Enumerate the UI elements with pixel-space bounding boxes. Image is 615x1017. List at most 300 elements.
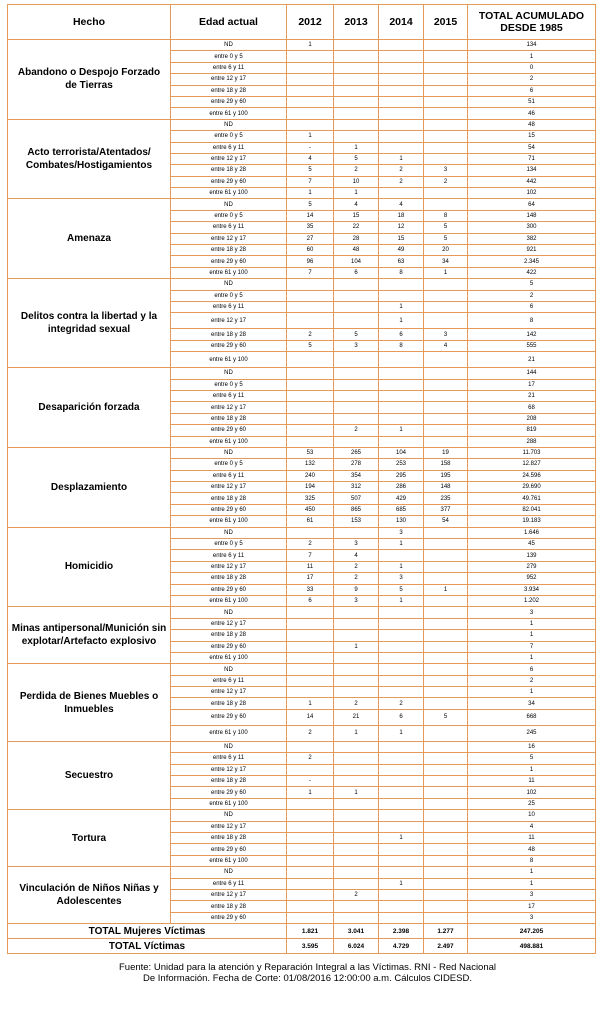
value-2014 bbox=[379, 687, 424, 698]
value-2015 bbox=[424, 810, 468, 821]
value-total: 6 bbox=[468, 85, 596, 96]
age-range: ND bbox=[171, 199, 287, 210]
value-2015 bbox=[424, 74, 468, 85]
total-label: TOTAL Víctimas bbox=[8, 939, 287, 954]
value-total: 82.041 bbox=[468, 504, 596, 515]
value-2013 bbox=[334, 390, 379, 401]
value-2015 bbox=[424, 313, 468, 329]
value-2013 bbox=[334, 741, 379, 752]
value-2012: 5 bbox=[287, 199, 334, 210]
age-range: ND bbox=[171, 527, 287, 538]
value-2015 bbox=[424, 413, 468, 424]
value-2012 bbox=[287, 741, 334, 752]
hecho-label: Homicidio bbox=[8, 527, 171, 607]
age-range: ND bbox=[171, 447, 287, 458]
age-range: entre 29 y 60 bbox=[171, 912, 287, 923]
value-2015 bbox=[424, 40, 468, 51]
table-row bbox=[8, 119, 596, 130]
source-line-2: De Información. Fecha de Corte: 01/08/2016 12:00:00 a.m. Cálculos CIDESD. bbox=[143, 973, 472, 984]
value-2013 bbox=[334, 821, 379, 832]
value-2015: 195 bbox=[424, 470, 468, 481]
age-range: entre 12 y 17 bbox=[171, 889, 287, 900]
value-2015: 19 bbox=[424, 447, 468, 458]
value-2014 bbox=[379, 436, 424, 447]
value-total: 5 bbox=[468, 279, 596, 290]
value-2015 bbox=[424, 787, 468, 798]
value-2015 bbox=[424, 188, 468, 199]
value-2014: 4 bbox=[379, 199, 424, 210]
age-range: entre 0 y 5 bbox=[171, 379, 287, 390]
table-body bbox=[8, 40, 596, 954]
total-2014: 2.398 bbox=[379, 924, 424, 939]
value-2015: 1 bbox=[424, 267, 468, 278]
age-range: entre 12 y 17 bbox=[171, 233, 287, 244]
value-2015 bbox=[424, 436, 468, 447]
value-2012 bbox=[287, 74, 334, 85]
value-2015 bbox=[424, 764, 468, 775]
value-2014 bbox=[379, 901, 424, 912]
value-2013 bbox=[334, 630, 379, 641]
value-2012: 5 bbox=[287, 340, 334, 351]
value-2015: 158 bbox=[424, 459, 468, 470]
hecho-label: Abandono o Despojo Forzado de Tierras bbox=[8, 40, 171, 120]
table-row bbox=[8, 664, 596, 675]
age-range: entre 18 y 28 bbox=[171, 329, 287, 340]
header-row bbox=[8, 5, 596, 40]
value-2015 bbox=[424, 607, 468, 618]
value-2015 bbox=[424, 798, 468, 809]
header-2013: 2013 bbox=[334, 5, 379, 40]
total-2012: 1.821 bbox=[287, 924, 334, 939]
age-range: entre 6 y 11 bbox=[171, 62, 287, 73]
age-range: entre 12 y 17 bbox=[171, 482, 287, 493]
value-2014 bbox=[379, 108, 424, 119]
value-2015 bbox=[424, 698, 468, 709]
value-total: 952 bbox=[468, 573, 596, 584]
age-range: entre 12 y 17 bbox=[171, 687, 287, 698]
value-2014: 49 bbox=[379, 245, 424, 256]
table-row bbox=[8, 447, 596, 458]
value-2015 bbox=[424, 131, 468, 142]
value-2012 bbox=[287, 390, 334, 401]
value-total: 2 bbox=[468, 74, 596, 85]
value-2012 bbox=[287, 878, 334, 889]
total-2015: 1.277 bbox=[424, 924, 468, 939]
value-2015 bbox=[424, 85, 468, 96]
age-range: entre 61 y 100 bbox=[171, 798, 287, 809]
value-2013 bbox=[334, 279, 379, 290]
value-2014: 8 bbox=[379, 267, 424, 278]
value-total: 45 bbox=[468, 539, 596, 550]
value-2013 bbox=[334, 119, 379, 130]
value-total: 64 bbox=[468, 199, 596, 210]
value-2013: 104 bbox=[334, 256, 379, 267]
value-2015 bbox=[424, 889, 468, 900]
value-2014 bbox=[379, 652, 424, 663]
value-total: 6 bbox=[468, 301, 596, 312]
value-total: 1 bbox=[468, 867, 596, 878]
value-2012 bbox=[287, 301, 334, 312]
value-2014 bbox=[379, 630, 424, 641]
victims-table bbox=[7, 4, 596, 954]
value-2013: 2 bbox=[334, 165, 379, 176]
value-2013: 1 bbox=[334, 188, 379, 199]
value-total: 71 bbox=[468, 153, 596, 164]
age-range: entre 18 y 28 bbox=[171, 573, 287, 584]
value-2013: 15 bbox=[334, 210, 379, 221]
table-row bbox=[8, 607, 596, 618]
victims-table-container bbox=[7, 4, 595, 954]
value-total: 1 bbox=[468, 618, 596, 629]
value-2013 bbox=[334, 675, 379, 686]
value-2013: 1 bbox=[334, 142, 379, 153]
age-range: entre 6 y 11 bbox=[171, 222, 287, 233]
value-2013 bbox=[334, 74, 379, 85]
value-2012 bbox=[287, 641, 334, 652]
value-2012: 325 bbox=[287, 493, 334, 504]
total-label: TOTAL Mujeres Víctimas bbox=[8, 924, 287, 939]
value-2015: 54 bbox=[424, 516, 468, 527]
age-range: ND bbox=[171, 279, 287, 290]
value-total: 8 bbox=[468, 313, 596, 329]
age-range: entre 29 y 60 bbox=[171, 425, 287, 436]
table-row bbox=[8, 279, 596, 290]
hecho-label: Tortura bbox=[8, 810, 171, 867]
value-2013: 22 bbox=[334, 222, 379, 233]
value-2014: 1 bbox=[379, 725, 424, 741]
age-range: entre 29 y 60 bbox=[171, 340, 287, 351]
value-2013 bbox=[334, 96, 379, 107]
value-total: 1 bbox=[468, 878, 596, 889]
value-2012: 27 bbox=[287, 233, 334, 244]
value-2014: 2 bbox=[379, 165, 424, 176]
value-2012 bbox=[287, 368, 334, 379]
value-total: 15 bbox=[468, 131, 596, 142]
value-2015 bbox=[424, 687, 468, 698]
value-2014 bbox=[379, 889, 424, 900]
value-2015 bbox=[424, 741, 468, 752]
value-2012 bbox=[287, 402, 334, 413]
value-2015 bbox=[424, 630, 468, 641]
value-2014 bbox=[379, 402, 424, 413]
value-total: 442 bbox=[468, 176, 596, 187]
value-2015 bbox=[424, 96, 468, 107]
age-range: entre 61 y 100 bbox=[171, 725, 287, 741]
value-total: 134 bbox=[468, 165, 596, 176]
value-2014 bbox=[379, 119, 424, 130]
value-2015 bbox=[424, 290, 468, 301]
value-2015: 2 bbox=[424, 176, 468, 187]
value-2013: 9 bbox=[334, 584, 379, 595]
value-2015 bbox=[424, 878, 468, 889]
value-2015 bbox=[424, 776, 468, 787]
value-2015: 5 bbox=[424, 233, 468, 244]
value-2012 bbox=[287, 425, 334, 436]
table-row bbox=[8, 810, 596, 821]
age-range: entre 6 y 11 bbox=[171, 753, 287, 764]
value-2014: 253 bbox=[379, 459, 424, 470]
value-2012 bbox=[287, 352, 334, 368]
age-range: ND bbox=[171, 741, 287, 752]
value-2014 bbox=[379, 413, 424, 424]
value-2015 bbox=[424, 675, 468, 686]
value-2014: 1 bbox=[379, 833, 424, 844]
age-range: entre 18 y 28 bbox=[171, 901, 287, 912]
value-2014 bbox=[379, 912, 424, 923]
value-total: 0 bbox=[468, 62, 596, 73]
age-range: entre 29 y 60 bbox=[171, 844, 287, 855]
value-2013: 3 bbox=[334, 539, 379, 550]
value-2014 bbox=[379, 62, 424, 73]
value-2014 bbox=[379, 142, 424, 153]
value-2013: 507 bbox=[334, 493, 379, 504]
value-2014: 2 bbox=[379, 698, 424, 709]
value-2013 bbox=[334, 810, 379, 821]
age-range: entre 18 y 28 bbox=[171, 776, 287, 787]
age-range: entre 29 y 60 bbox=[171, 96, 287, 107]
value-2012 bbox=[287, 833, 334, 844]
table-row bbox=[8, 527, 596, 538]
age-range: entre 18 y 28 bbox=[171, 413, 287, 424]
value-2014 bbox=[379, 618, 424, 629]
age-range: entre 6 y 11 bbox=[171, 301, 287, 312]
value-2014 bbox=[379, 379, 424, 390]
age-range: entre 12 y 17 bbox=[171, 153, 287, 164]
value-2013: 4 bbox=[334, 550, 379, 561]
value-2012 bbox=[287, 279, 334, 290]
age-range: entre 18 y 28 bbox=[171, 245, 287, 256]
value-2015: 5 bbox=[424, 709, 468, 725]
header-2012: 2012 bbox=[287, 5, 334, 40]
value-2015: 148 bbox=[424, 482, 468, 493]
age-range: entre 0 y 5 bbox=[171, 539, 287, 550]
value-total: 19.183 bbox=[468, 516, 596, 527]
value-2014 bbox=[379, 550, 424, 561]
header-2014: 2014 bbox=[379, 5, 424, 40]
value-total: 10 bbox=[468, 810, 596, 821]
value-2013 bbox=[334, 901, 379, 912]
value-2012: 450 bbox=[287, 504, 334, 515]
value-total: 11.703 bbox=[468, 447, 596, 458]
value-total: 8 bbox=[468, 855, 596, 866]
age-range: entre 12 y 17 bbox=[171, 313, 287, 329]
value-2013: 1 bbox=[334, 725, 379, 741]
value-total: 11 bbox=[468, 833, 596, 844]
value-total: 144 bbox=[468, 368, 596, 379]
value-2013: 10 bbox=[334, 176, 379, 187]
value-2013: 3 bbox=[334, 595, 379, 606]
value-total: 3 bbox=[468, 889, 596, 900]
age-range: ND bbox=[171, 607, 287, 618]
value-2015: 377 bbox=[424, 504, 468, 515]
value-total: 24.596 bbox=[468, 470, 596, 481]
value-total: 2 bbox=[468, 290, 596, 301]
value-2012: 33 bbox=[287, 584, 334, 595]
value-2014: 1 bbox=[379, 595, 424, 606]
value-2013 bbox=[334, 313, 379, 329]
value-2012: 7 bbox=[287, 176, 334, 187]
value-2012 bbox=[287, 108, 334, 119]
value-2012 bbox=[287, 867, 334, 878]
value-2012 bbox=[287, 630, 334, 641]
value-total: 288 bbox=[468, 436, 596, 447]
table-row bbox=[8, 741, 596, 752]
value-2012 bbox=[287, 313, 334, 329]
value-2014 bbox=[379, 787, 424, 798]
value-2012: 35 bbox=[287, 222, 334, 233]
value-2014 bbox=[379, 867, 424, 878]
value-2014: 1 bbox=[379, 153, 424, 164]
age-range: entre 61 y 100 bbox=[171, 595, 287, 606]
value-2014: 1 bbox=[379, 561, 424, 572]
value-total: 148 bbox=[468, 210, 596, 221]
value-2012: 1 bbox=[287, 131, 334, 142]
value-2012: 1 bbox=[287, 787, 334, 798]
age-range: entre 18 y 28 bbox=[171, 85, 287, 96]
value-2014 bbox=[379, 96, 424, 107]
value-2012: 194 bbox=[287, 482, 334, 493]
value-2012 bbox=[287, 664, 334, 675]
value-2013 bbox=[334, 85, 379, 96]
value-2012: 2 bbox=[287, 725, 334, 741]
total-acumulado: 247.205 bbox=[468, 924, 596, 939]
hecho-label: Minas antipersonal/Munición sin explotar/Artefacto explosivo bbox=[8, 607, 171, 664]
table-row bbox=[8, 199, 596, 210]
age-range: entre 6 y 11 bbox=[171, 550, 287, 561]
total-row bbox=[8, 924, 596, 939]
total-2013: 3.041 bbox=[334, 924, 379, 939]
value-2013 bbox=[334, 753, 379, 764]
age-range: entre 6 y 11 bbox=[171, 675, 287, 686]
value-2014: 3 bbox=[379, 527, 424, 538]
value-2015 bbox=[424, 867, 468, 878]
age-range: ND bbox=[171, 119, 287, 130]
value-2014 bbox=[379, 74, 424, 85]
value-2015 bbox=[424, 561, 468, 572]
value-2012: - bbox=[287, 142, 334, 153]
value-2013: 2 bbox=[334, 573, 379, 584]
value-2013 bbox=[334, 618, 379, 629]
age-range: entre 29 y 60 bbox=[171, 584, 287, 595]
value-2014 bbox=[379, 810, 424, 821]
value-2013 bbox=[334, 652, 379, 663]
value-total: 1 bbox=[468, 630, 596, 641]
value-2013 bbox=[334, 368, 379, 379]
value-total: 1 bbox=[468, 51, 596, 62]
value-2015: 3 bbox=[424, 165, 468, 176]
value-2012: 1 bbox=[287, 698, 334, 709]
value-2012 bbox=[287, 798, 334, 809]
value-total: 5 bbox=[468, 753, 596, 764]
value-2015 bbox=[424, 352, 468, 368]
value-2013 bbox=[334, 912, 379, 923]
value-2014: 1 bbox=[379, 301, 424, 312]
value-2013: 278 bbox=[334, 459, 379, 470]
value-2013: 1 bbox=[334, 787, 379, 798]
table-row bbox=[8, 867, 596, 878]
value-2012 bbox=[287, 85, 334, 96]
value-total: 54 bbox=[468, 142, 596, 153]
value-total: 102 bbox=[468, 188, 596, 199]
value-2014 bbox=[379, 279, 424, 290]
value-2015 bbox=[424, 119, 468, 130]
value-2014: 130 bbox=[379, 516, 424, 527]
value-2012: 1 bbox=[287, 188, 334, 199]
value-2012 bbox=[287, 855, 334, 866]
age-range: entre 61 y 100 bbox=[171, 652, 287, 663]
value-2014 bbox=[379, 51, 424, 62]
table-row bbox=[8, 368, 596, 379]
age-range: entre 6 y 11 bbox=[171, 390, 287, 401]
age-range: entre 61 y 100 bbox=[171, 436, 287, 447]
value-2014: 1 bbox=[379, 539, 424, 550]
value-2014: 15 bbox=[379, 233, 424, 244]
value-2013: 6 bbox=[334, 267, 379, 278]
age-range: entre 12 y 17 bbox=[171, 764, 287, 775]
hecho-label: Acto terrorista/Atentados/ Combates/Hostigamientos bbox=[8, 119, 171, 199]
value-total: 25 bbox=[468, 798, 596, 809]
value-2013 bbox=[334, 290, 379, 301]
value-total: 1.646 bbox=[468, 527, 596, 538]
value-2013: 4 bbox=[334, 199, 379, 210]
value-2013: 354 bbox=[334, 470, 379, 481]
age-range: entre 61 y 100 bbox=[171, 352, 287, 368]
value-2014: 1 bbox=[379, 313, 424, 329]
value-total: 142 bbox=[468, 329, 596, 340]
value-2012 bbox=[287, 821, 334, 832]
value-total: 21 bbox=[468, 352, 596, 368]
value-2014 bbox=[379, 368, 424, 379]
value-2013 bbox=[334, 855, 379, 866]
age-range: entre 12 y 17 bbox=[171, 74, 287, 85]
value-2012 bbox=[287, 119, 334, 130]
value-2015 bbox=[424, 641, 468, 652]
hecho-label: Desplazamiento bbox=[8, 447, 171, 527]
value-2015: 1 bbox=[424, 584, 468, 595]
value-2012: 7 bbox=[287, 550, 334, 561]
value-2013 bbox=[334, 352, 379, 368]
value-total: 51 bbox=[468, 96, 596, 107]
value-2013 bbox=[334, 607, 379, 618]
value-2012: 96 bbox=[287, 256, 334, 267]
age-range: entre 61 y 100 bbox=[171, 516, 287, 527]
value-total: 2 bbox=[468, 675, 596, 686]
value-2012 bbox=[287, 675, 334, 686]
value-total: 819 bbox=[468, 425, 596, 436]
value-2013 bbox=[334, 62, 379, 73]
value-2012: 240 bbox=[287, 470, 334, 481]
value-2012 bbox=[287, 62, 334, 73]
value-total: 29.690 bbox=[468, 482, 596, 493]
total-2014: 4.729 bbox=[379, 939, 424, 954]
value-2013: 28 bbox=[334, 233, 379, 244]
value-total: 3.934 bbox=[468, 584, 596, 595]
value-2014 bbox=[379, 664, 424, 675]
value-2013 bbox=[334, 108, 379, 119]
value-total: 34 bbox=[468, 698, 596, 709]
value-2014: 295 bbox=[379, 470, 424, 481]
value-2013: 1 bbox=[334, 641, 379, 652]
value-2015: 4 bbox=[424, 340, 468, 351]
value-2013 bbox=[334, 436, 379, 447]
value-2014 bbox=[379, 188, 424, 199]
value-2014 bbox=[379, 753, 424, 764]
value-total: 2.345 bbox=[468, 256, 596, 267]
value-2015 bbox=[424, 725, 468, 741]
value-2014 bbox=[379, 390, 424, 401]
header-hecho: Hecho bbox=[8, 5, 171, 40]
value-2015 bbox=[424, 550, 468, 561]
